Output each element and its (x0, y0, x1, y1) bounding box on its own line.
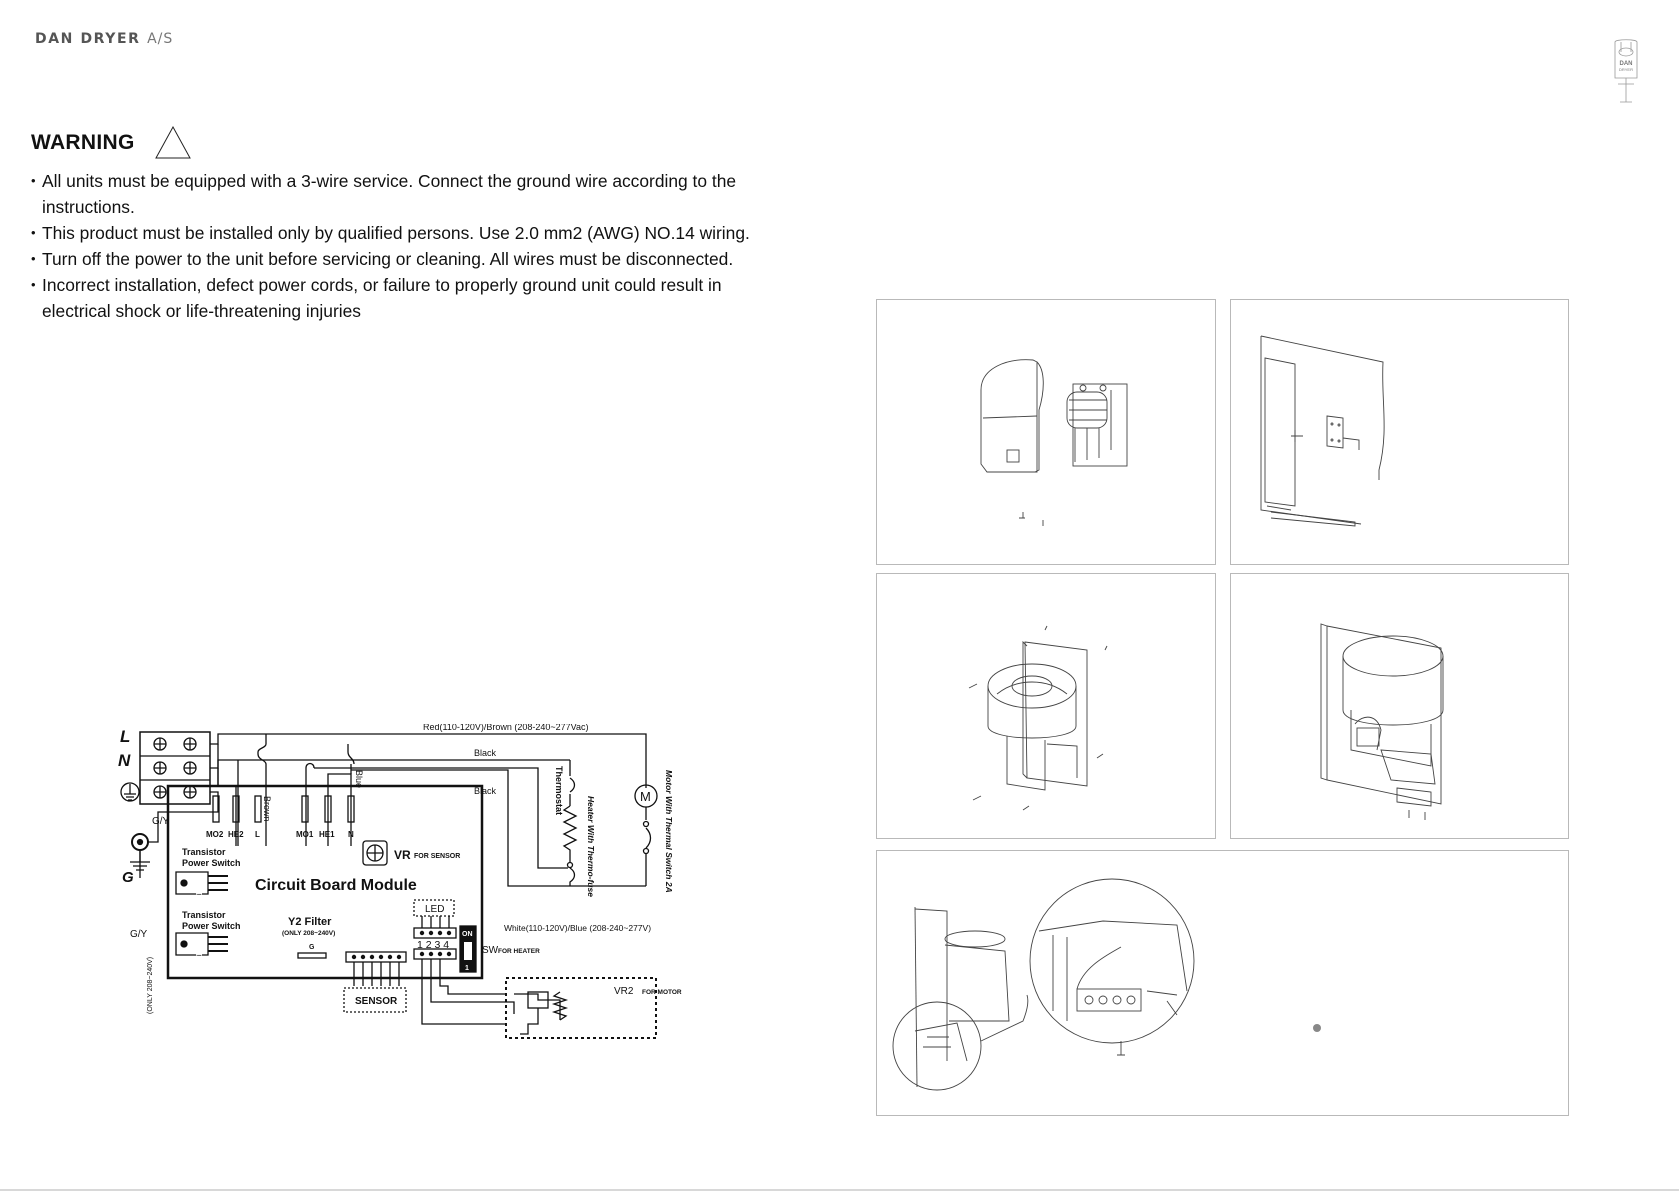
terminal-n-label: N (118, 751, 131, 770)
y2-g-label: G (309, 944, 315, 951)
warning-triangle-icon (155, 126, 191, 160)
switch-on-label: ON (462, 931, 473, 938)
y2-filter-label: Y2 Filter (288, 916, 332, 928)
vr2-label: VR2 (614, 986, 634, 997)
pin-l-label: L (255, 830, 260, 839)
gy-top-label: G/Y (152, 816, 170, 827)
terminal-g-label: G (122, 869, 134, 886)
warning-item: • All units must be equipped with a 3-wire service. Connect the ground wire according to the instructions. (31, 168, 791, 220)
brand-name: DAN DRYER (35, 31, 141, 47)
board-title: Circuit Board Module (255, 877, 417, 894)
warning-item: • Incorrect installation, defect power cords, or failure to properly ground unit could result in electrical shock or life-threatening injuries (31, 272, 791, 324)
switch-one-label: 1 (465, 965, 469, 972)
illustration-panel-4 (1230, 573, 1569, 839)
brown-label: Brown (262, 796, 272, 822)
led-label: LED (425, 904, 445, 915)
sw-sub-label: FOR HEATER (498, 948, 540, 955)
warning-item: • Turn off the power to the unit before servicing or cleaning. All wires must be disconnected. (31, 246, 791, 272)
white-blue-label: White(110-120V)/Blue (208-240~277V) (504, 923, 652, 933)
pin-n-label: N (348, 830, 354, 839)
black2-label: Black (474, 786, 497, 796)
power-switch2-label: Power Switch (182, 921, 241, 931)
transistor2-label: Transistor (182, 910, 226, 920)
motor-screws-illustration (877, 574, 1215, 838)
illustration-panel-5 (876, 850, 1569, 1116)
switch-pins-label: 1 2 3 4 (417, 939, 450, 951)
red-brown-label: Red(110-120V)/Brown (208-240~277Vac) (423, 724, 589, 732)
vr2-sub-label: FOR MOTOR (642, 989, 682, 996)
thermostat-label: Thermostat (554, 766, 564, 816)
terminal-l-label: L (120, 727, 131, 746)
terminal-screw-icon (154, 738, 196, 798)
ground-symbol-icon (121, 783, 139, 801)
dryer-cover-illustration (877, 300, 1215, 564)
gy-left-label: G/Y (130, 929, 148, 940)
pin-mo2-label: MO2 (206, 830, 224, 839)
vr-label: VR (394, 848, 411, 862)
transistor2-pins: 1 2 3 (195, 939, 204, 957)
transistor1-label: Transistor (182, 847, 226, 857)
warning-list (31, 168, 791, 324)
sensor-label: SENSOR (355, 996, 398, 1007)
illustration-panel-1 (876, 299, 1216, 565)
black1-label: Black (474, 748, 497, 758)
unit-mounted-illustration (1231, 574, 1568, 838)
motor-symbol: M (640, 789, 651, 804)
brand-suffix: A/S (147, 31, 174, 47)
transistor1-pins: 1 2 3 (195, 878, 204, 896)
wall-mount-illustration (1231, 300, 1568, 564)
heater-label: Heater With Thermo-fuse (586, 796, 596, 897)
sw-label: SW (482, 945, 499, 956)
wiring-diagram (118, 724, 738, 1124)
blue-label: Blue (354, 770, 364, 789)
illustration-panel-2 (1230, 299, 1569, 565)
vr-sub-label: FOR SENSOR (414, 853, 461, 860)
svg-text:DAN: DAN (1619, 61, 1633, 67)
pin-he2-label: HE2 (228, 830, 244, 839)
warning-title: WARNING (31, 131, 135, 154)
pin-he1-label: HE1 (319, 830, 335, 839)
terminal-detail-illustration (877, 851, 1568, 1115)
bottom-divider (0, 1189, 1679, 1191)
illustration-panel-3 (876, 573, 1216, 839)
dan-dryer-logo-icon (1612, 38, 1640, 106)
power-switch1-label: Power Switch (182, 858, 241, 868)
brand-logo-text (35, 31, 173, 47)
svg-text:DRYER: DRYER (1619, 67, 1633, 72)
motor-label: Motor With Thermal Switch 2A (664, 770, 674, 893)
y2-sub-label: (ONLY 208~240V) (282, 930, 336, 937)
pin-mo1-label: MO1 (296, 830, 314, 839)
warning-heading (31, 126, 191, 160)
only-208-label: (ONLY 208~240V) (147, 956, 154, 1014)
warning-item: • This product must be installed only by qualified persons. Use 2.0 mm2 (AWG) NO.14 wiring. (31, 220, 791, 246)
